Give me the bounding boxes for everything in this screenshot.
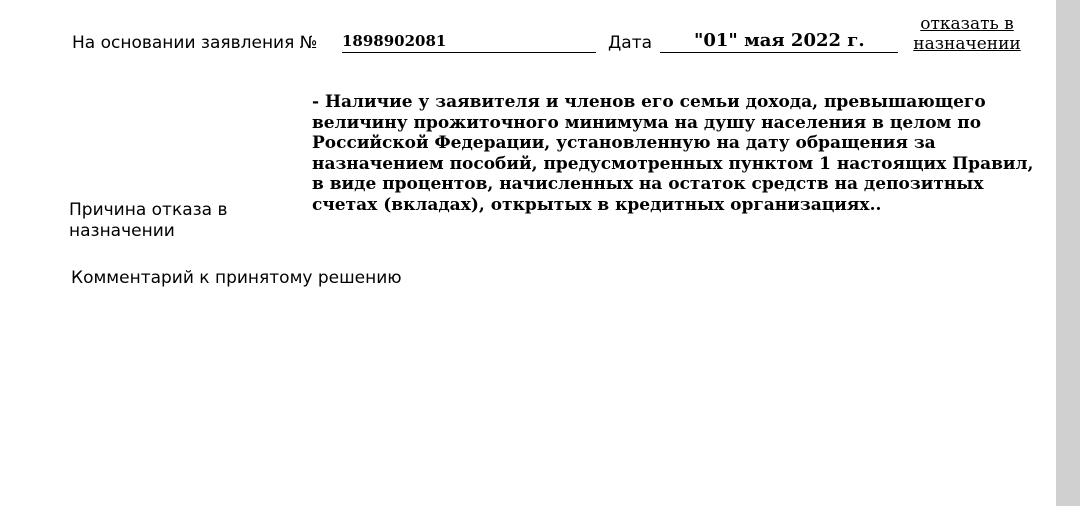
refusal-reason-text: - Наличие у заявителя и членов его семьи дохода, превышающего величину прожиточного минимума на душу населения в целом по Российской Федерации, установленную на дату обращения за назначением пособий, предусмотренных пунктом 1 настоящих Правил, в виде процентов, начисленных на остаток средств на депозитных счетах (вкладах), открытых в кредитных организациях..: [312, 92, 1034, 215]
application-number: 1898902081: [342, 30, 596, 53]
date-label: Дата: [608, 33, 653, 53]
date-value: "01" мая 2022 г.: [694, 30, 865, 51]
comment-label: Комментарий к принятому решению: [71, 268, 402, 288]
decision-text: отказать в назначении: [913, 14, 1021, 54]
side-bar: [1056, 0, 1080, 506]
refusal-reason-label: Причина отказа в назначении: [69, 200, 228, 241]
application-label: На основании заявления №: [72, 33, 318, 53]
date-field: [660, 30, 898, 53]
